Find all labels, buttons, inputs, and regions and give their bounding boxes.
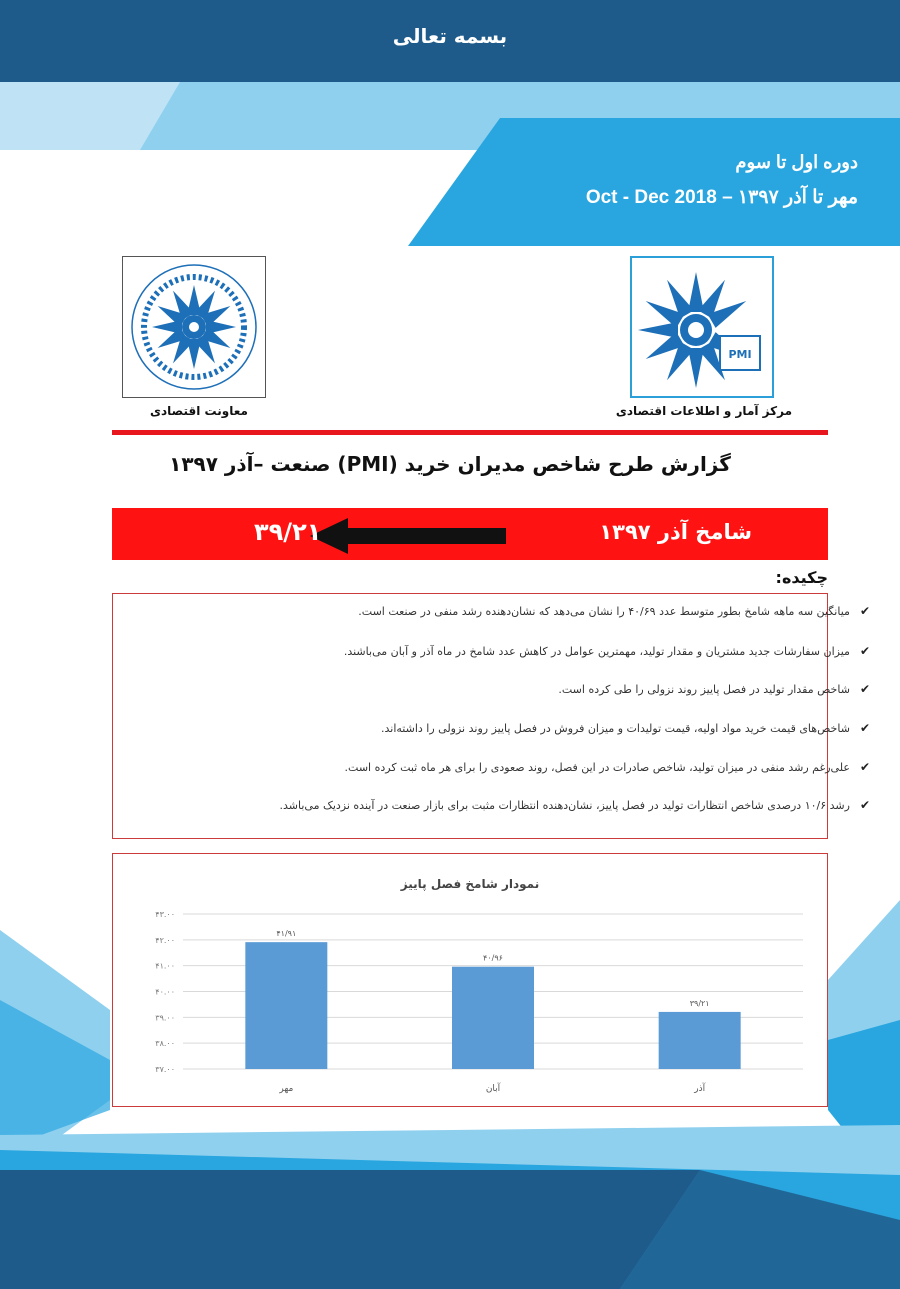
x-category-label: آبان <box>485 1084 501 1094</box>
check-icon: ✔ <box>859 798 870 812</box>
y-tick-label: ۴۱.۰۰ <box>155 961 175 971</box>
y-tick-label: ۳۷.۰۰ <box>155 1065 175 1074</box>
pmi-mark: PMI <box>728 348 752 361</box>
y-tick-label: ۴۳.۰۰ <box>155 910 175 919</box>
x-category-label: مهر <box>279 1084 294 1094</box>
chart-bar <box>659 1012 741 1069</box>
check-icon: ✔ <box>859 760 870 774</box>
list-item: ✔شاخص‌های قیمت خرید مواد اولیه، قیمت تولیدات و میزان فروش در فصل پاییز روند نزولی را داشته‌اند. <box>381 721 870 735</box>
abstract-heading: چکیده: <box>775 568 828 587</box>
list-item: ✔شاخص مقدار تولید در فصل پاییز روند نزولی را طی کرده است. <box>558 682 870 696</box>
chamber-emblem-icon <box>123 257 265 397</box>
list-item: ✔میزان سفارشات جدید مشتریان و مقدار تولید، مهمترین عوامل در کاهش عدد شامخ در ماه آذر و آبان می‌باشند. <box>343 644 870 658</box>
y-tick-label: ۳۸.۰۰ <box>155 1039 175 1049</box>
chart-bar <box>245 942 327 1069</box>
left-arrow-icon <box>310 516 510 556</box>
list-item: ✔علی‌رغم رشد منفی در میزان تولید، شاخص صادرات در این فصل، روند صعودی را برای هر ماه ثبت کرده است. <box>344 760 870 774</box>
check-icon: ✔ <box>859 721 870 735</box>
period-line-1: دوره اول تا سوم <box>735 152 858 172</box>
bar-data-label: ۳۹/۲۱ <box>689 998 710 1008</box>
right-logo-caption: مرکز آمار و اطلاعات اقتصادی <box>615 404 792 418</box>
period-line-2: Oct - Dec 2018 – مهر تا آذر ۱۳۹۷ <box>585 187 858 208</box>
pmi-logo-icon <box>632 258 772 396</box>
chart-title: نمودار شامخ فصل پاییز <box>400 877 540 891</box>
chamber-logo <box>122 256 266 398</box>
check-icon: ✔ <box>859 682 870 696</box>
y-tick-label: ۴۲.۰۰ <box>155 935 175 945</box>
header-title: بسمه تعالی <box>392 24 508 48</box>
pmi-bar-chart <box>113 854 827 1106</box>
y-tick-label: ۳۹.۰۰ <box>155 1013 175 1023</box>
check-icon: ✔ <box>859 644 870 658</box>
x-category-label: آذر <box>694 1084 706 1094</box>
chart-bar <box>452 967 534 1069</box>
list-item: ✔رشد ۱۰/۶ درصدی شاخص انتظارات تولید در فصل پاییز، نشان‌دهنده انتظارات مثبت برای بازار صنعت در آینده نزدیک می‌باشد. <box>279 798 870 812</box>
list-item: ✔میانگین سه ماهه شامخ بطور متوسط عدد ۴۰/۶۹ را نشان می‌دهد که نشان‌دهنده رشد منفی در صنعت است. <box>358 604 870 618</box>
statistics-center-logo <box>630 256 774 398</box>
report-title: گزارش طرح شاخص مدیران خرید (PMI) صنعت –آذر ۱۳۹۷ <box>169 452 731 476</box>
left-logo-caption: معاونت اقتصادی <box>150 404 248 418</box>
y-tick-label: ۴۰.۰۰ <box>155 987 175 997</box>
bar-data-label: ۴۰/۹۶ <box>483 953 503 963</box>
red-divider <box>112 430 828 435</box>
check-icon: ✔ <box>859 604 870 618</box>
banner-value: ۳۹/۲۱ <box>254 518 322 546</box>
banner-label: شامخ آذر ۱۳۹۷ <box>599 520 752 544</box>
bar-data-label: ۴۱/۹۱ <box>276 929 297 939</box>
